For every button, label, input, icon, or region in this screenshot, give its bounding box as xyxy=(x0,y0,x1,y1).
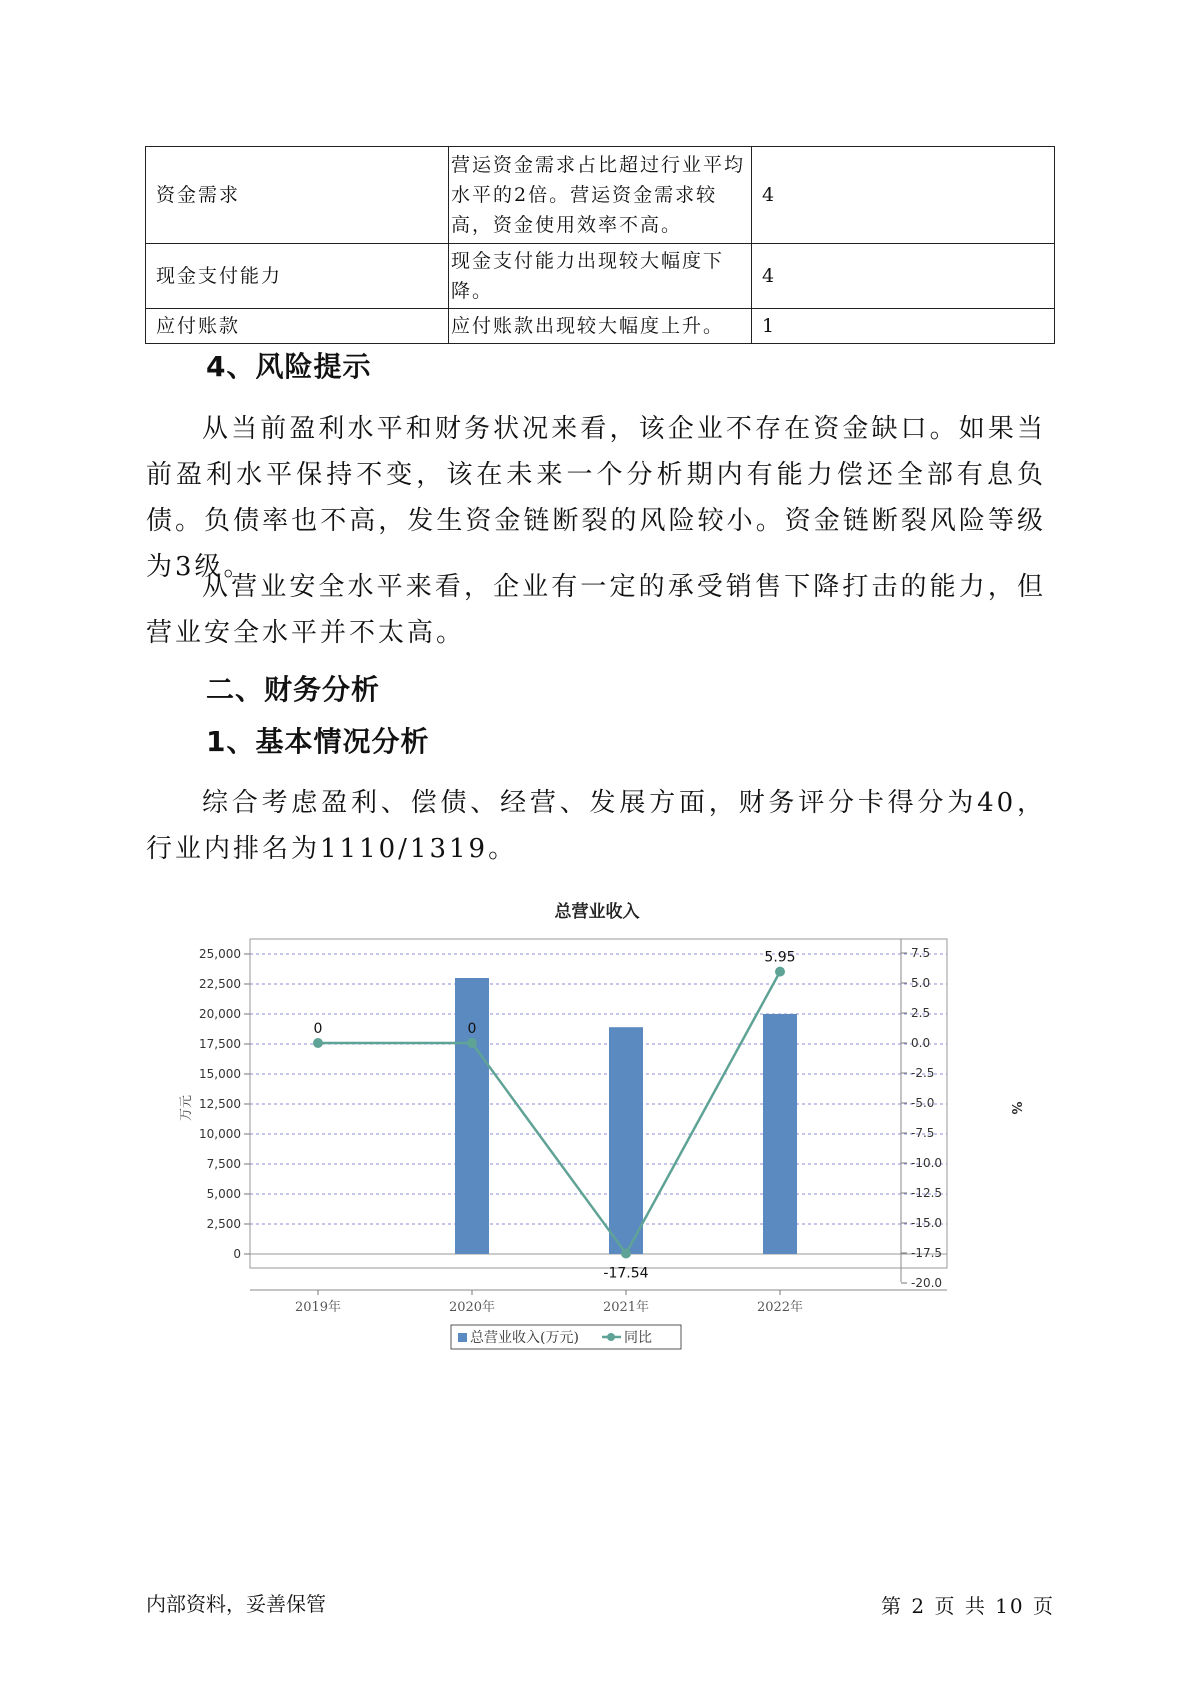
risk-paragraph-2: 从营业安全水平来看，企业有一定的承受销售下降打击的能力，但营业安全水平并不太高。 xyxy=(146,572,1046,648)
data-label: 5.95 xyxy=(764,949,796,966)
x-tick-label: 2020年 xyxy=(448,1300,496,1315)
section-title-financial: 二、财务分析 xyxy=(206,673,381,706)
section-title-risk: 4、风险提示 xyxy=(206,350,372,383)
subsection-title-basic: 1、基本情况分析 xyxy=(206,725,430,758)
y-tick-label: 15,000 xyxy=(199,1067,241,1081)
data-label: -17.54 xyxy=(603,1265,649,1282)
table-cell-desc: 现金支付能力出现较大幅度下降。 xyxy=(449,244,752,309)
bar xyxy=(609,1027,643,1254)
line-point xyxy=(775,967,785,977)
legend-label-line: 同比 xyxy=(624,1330,652,1346)
y-tick-label: 25,000 xyxy=(199,947,241,961)
y2-tick-label: -5.0 xyxy=(911,1096,935,1110)
table-cell-desc: 应付账款出现较大幅度上升。 xyxy=(449,309,752,344)
y2-axis-label: % xyxy=(1008,1101,1023,1115)
y-tick-label: 12,500 xyxy=(199,1097,241,1111)
bar xyxy=(455,978,489,1254)
y-tick-label: 20,000 xyxy=(199,1007,241,1021)
revenue-chart-svg xyxy=(170,893,1030,1353)
bar xyxy=(763,1014,797,1254)
data-label: 0 xyxy=(467,1021,477,1037)
footer-confidential: 内部资料，妥善保管 xyxy=(146,1592,326,1616)
y-tick-label: 0 xyxy=(233,1247,241,1261)
table-cell-desc: 营运资金需求占比超过行业平均水平的2倍。营运资金需求较高，资金使用效率不高。 xyxy=(449,147,752,244)
table-cell-score: 4 xyxy=(752,244,1055,309)
y2-tick-label: -15.0 xyxy=(911,1216,943,1230)
table-cell-item: 应付账款 xyxy=(146,309,449,344)
y2-tick-label: -20.0 xyxy=(911,1276,943,1290)
legend-swatch-marker xyxy=(607,1333,615,1341)
line-point xyxy=(621,1248,631,1258)
x-tick-label: 2022年 xyxy=(756,1300,804,1315)
risk-table xyxy=(145,146,1055,344)
x-tick-label: 2019年 xyxy=(294,1300,342,1315)
legend xyxy=(451,1325,681,1349)
y2-tick-label: -17.5 xyxy=(911,1246,943,1260)
legend-label-bar: 总营业收入(万元) xyxy=(470,1330,579,1346)
y-tick-label: 10,000 xyxy=(199,1127,241,1141)
y-tick-label: 22,500 xyxy=(199,977,241,991)
y2-tick-label: 2.5 xyxy=(911,1006,931,1020)
line-point xyxy=(313,1038,323,1048)
x-tick-label: 2021年 xyxy=(602,1300,650,1315)
chart-title: 总营业收入 xyxy=(554,902,640,922)
y2-tick-label: -7.5 xyxy=(911,1126,935,1140)
footer-page-number: 第 2 页 共 10 页 xyxy=(881,1594,1055,1618)
y-tick-label: 2,500 xyxy=(206,1217,241,1231)
legend-swatch-bar xyxy=(458,1333,467,1342)
y-axis-label: 万元 xyxy=(179,1094,194,1122)
revenue-chart xyxy=(170,893,1030,1353)
line-point xyxy=(467,1038,477,1048)
y-tick-label: 5,000 xyxy=(206,1187,241,1201)
data-label: 0 xyxy=(313,1021,323,1037)
y2-tick-label: 5.0 xyxy=(911,976,931,990)
table-cell-score: 1 xyxy=(752,309,1055,344)
y2-tick-label: -12.5 xyxy=(911,1186,943,1200)
risk-paragraph-1: 从当前盈利水平和财务状况来看，该企业不存在资金缺口。如果当前盈利水平保持不变，该在未来一个分析期内有能力偿还全部有息负债。负债率也不高，发生资金链断裂的风险较小。资金链断裂风险等级为3级。 xyxy=(146,414,1046,582)
y2-tick-label: -10.0 xyxy=(911,1156,943,1170)
table-row xyxy=(146,147,1055,244)
table-cell-item: 现金支付能力 xyxy=(146,244,449,309)
table-row xyxy=(146,309,1055,344)
basic-analysis-paragraph: 综合考虑盈利、偿债、经营、发展方面，财务评分卡得分为40，行业内排名为1110/1319。 xyxy=(146,788,1046,864)
table-cell-item: 资金需求 xyxy=(146,147,449,244)
y2-tick-label: -2.5 xyxy=(911,1066,935,1080)
y-tick-label: 7,500 xyxy=(206,1157,241,1171)
table-cell-score: 4 xyxy=(752,147,1055,244)
table-row xyxy=(146,244,1055,309)
series-line-yoy xyxy=(318,972,780,1254)
y2-tick-label: 7.5 xyxy=(911,946,931,960)
y2-tick-label: 0.0 xyxy=(911,1036,931,1050)
y-tick-label: 17,500 xyxy=(199,1037,241,1051)
